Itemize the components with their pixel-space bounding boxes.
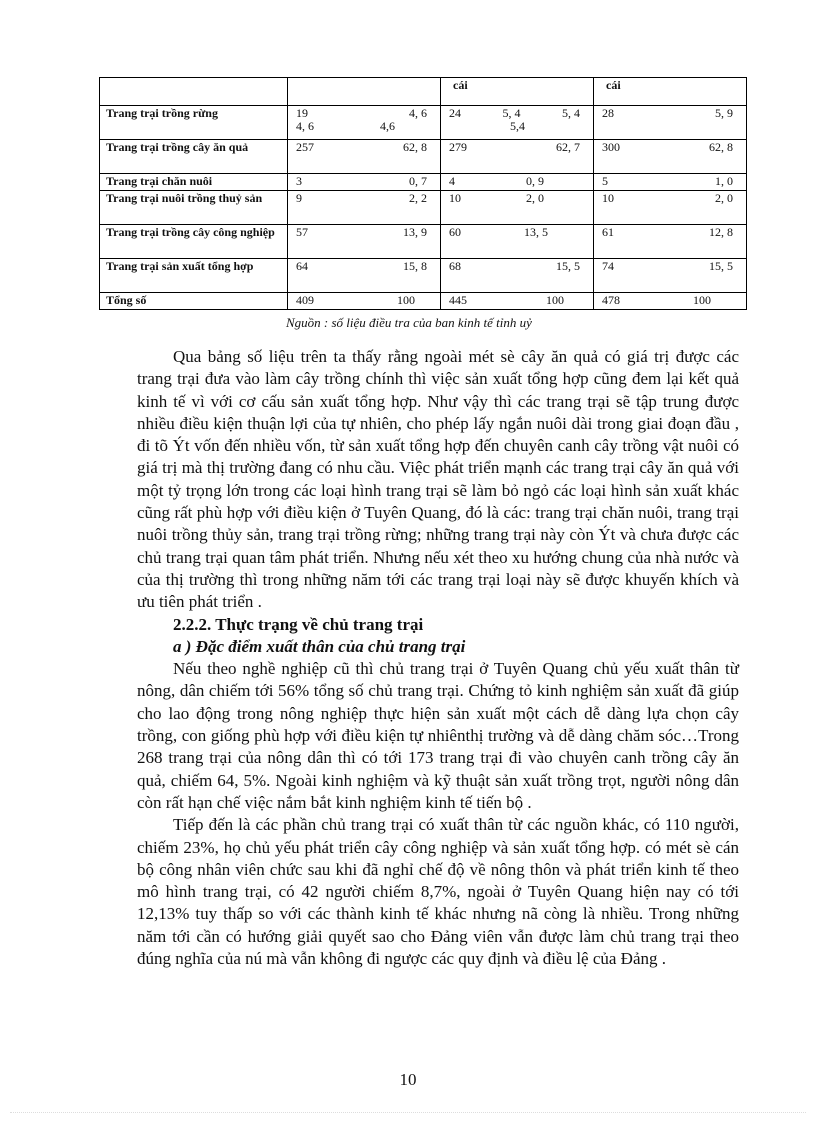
row-label: Trang trại trồng cây ăn quả (100, 140, 288, 174)
table-cell: 61 12, 8 (594, 225, 747, 259)
table-cell: 5 1, 0 (594, 174, 747, 191)
table-cell: 19 4, 6 4, 6 4,6 (288, 106, 441, 140)
row-label: Tổng số (100, 293, 288, 310)
table-row (100, 191, 747, 225)
row-label: Trang trại trồng cây công nghiệp (100, 225, 288, 259)
table-source-note: Nguồn : số liệu điều tra của ban kinh tế tỉnh uỷ (286, 315, 532, 330)
table-row (100, 259, 747, 293)
table-header-row (100, 78, 747, 106)
table-cell: 4 0, 9 (441, 174, 594, 191)
table-cell: 64 15, 8 (288, 259, 441, 293)
farm-statistics-table (99, 77, 747, 310)
table-cell: 279 62, 7 (441, 140, 594, 174)
row-label: Trang trại sản xuất tổng hợp (100, 259, 288, 293)
table-cell: 300 62, 8 (594, 140, 747, 174)
row-label: Trang trại nuôi trồng thuỷ sản (100, 191, 288, 225)
table-cell: 60 13, 5 (441, 225, 594, 259)
paragraph: Tiếp đến là các phần chủ trang trại có xuất thân từ các nguồn khác, có 110 người, chiếm 23%, họ chủ yếu phát triển cây công nghiệp và sản xuất tổng hợp. có mét sè cán bộ công nhân viên chức sau khi đã nghỉ chế độ về nông thôn và phát triển kinh tế theo mô hình trang trại, có 42 người chiếm 8,7%, ngoài ở Tuyên Quang hiện nay có tới 12,13% tuy thấp so với các thành kinh tế khác nhưng nã còng là nhiều. Trong những năm tới cần có hướng giải quyết sao cho Đảng viên vẫn được làm chủ trang trại theo đúng nghĩa của nú mà vẫn không đi ngược các quy định và điều lệ của Đảng . (137, 815, 739, 969)
row-label: Trang trại trồng rừng (100, 106, 288, 140)
row-label: Trang trại chăn nuôi (100, 174, 288, 191)
table-cell: 3 0, 7 (288, 174, 441, 191)
table-row (100, 174, 747, 191)
table-cell: 28 5, 9 (594, 106, 747, 140)
table-cell: 409 100 (288, 293, 441, 310)
table-cell: 9 2, 2 (288, 191, 441, 225)
footer-divider (10, 1112, 806, 1113)
table-cell: 74 15, 5 (594, 259, 747, 293)
paragraph: Qua bảng số liệu trên ta thấy rằng ngoài mét sè cây ăn quả có giá trị được các trang trại đưa vào làm cây trồng chính thì việc sản xuất tổng hợp cũng đem lại kết quả kinh tế vì với cơ cấu sản xuất tổng hợp. Như vậy thì các trang trại sẽ tập trung được nhiều điều kiện thuận lợi của tự nhiên, cho phép lấy ngắn nuôi dài trong giai đoạn đầu , đi tõ Ýt vốn đến nhiều vốn, từ sản xuất tổng hợp đến chuyên canh cây trồng vật nuôi có giá trị mà thị trường đang có nhu cầu. Việc phát triển mạnh các trang trại cây ăn quả với một tỷ trọng lớn trong các loại hình trang trại sẽ làm bỏ ngỏ các loại hình sản xuất khác cũng rất phù hợp với điều kiện ở Tuyên Quang, đó là các: trang trại chăn nuôi, trang trại nuôi trồng thủy sản, trang trại trồng rừng; những trang trại này còn Ýt và chưa được các chủ trang trại quan tâm phát triển. Nhưng nếu xét theo xu hướng chung của nhà nước và của thị trường thì trong những năm tới các trang trại loại này sẽ được khuyến khích và ưu tiên phát triển . (137, 347, 739, 612)
table-cell: 10 2, 0 (441, 191, 594, 225)
body-text (137, 346, 739, 970)
paragraph: Nếu theo nghề nghiệp cũ thì chủ trang trại ở Tuyên Quang chủ yếu xuất thân từ nông, dân chiếm tới 56% tổng số chủ trang trại. Chứng tỏ kinh nghiệm sản xuất đã giúp cho lao động trong nông nghiệp thực hiện sản xuất một cách dễ dàng lựa chọn cây trồng, con giống phù hợp với điều kiện tự nhiênthị trường và dễ dàng chăm sóc…Trong 268 trang trại của nông dân thì có tới 173 trang trại đi vào chuyên canh trồng cây ăn quả, chiếm 64, 5%. Ngoài kinh nghiệm và kỹ thuật sản xuất trồng trọt, người nông dân còn rất hạn chế việc nắm bắt kinh nghiệm kinh tế tiến bộ . (137, 659, 739, 812)
table-cell: 445 100 (441, 293, 594, 310)
table-row (100, 106, 747, 140)
table-cell: 57 13, 9 (288, 225, 441, 259)
section-heading: 2.2.2. Thực trạng về chủ trang trại (173, 614, 424, 634)
table-cell: 257 62, 8 (288, 140, 441, 174)
table-row (100, 140, 747, 174)
table-header-unit: cái (441, 78, 594, 106)
table-row (100, 225, 747, 259)
table-cell: 478 100 (594, 293, 747, 310)
table-cell: 68 15, 5 (441, 259, 594, 293)
table-header-empty (100, 78, 288, 106)
table-total-row (100, 293, 747, 310)
table-cell: 10 2, 0 (594, 191, 747, 225)
table-cell: 24 5, 4 5, 4 5,4 (441, 106, 594, 140)
subsection-heading: a ) Đặc điểm xuất thân của chủ trang trại (173, 636, 466, 656)
table-header-unit (288, 78, 441, 106)
table-header-unit: cái (594, 78, 747, 106)
page-number: 10 (399, 1070, 417, 1089)
